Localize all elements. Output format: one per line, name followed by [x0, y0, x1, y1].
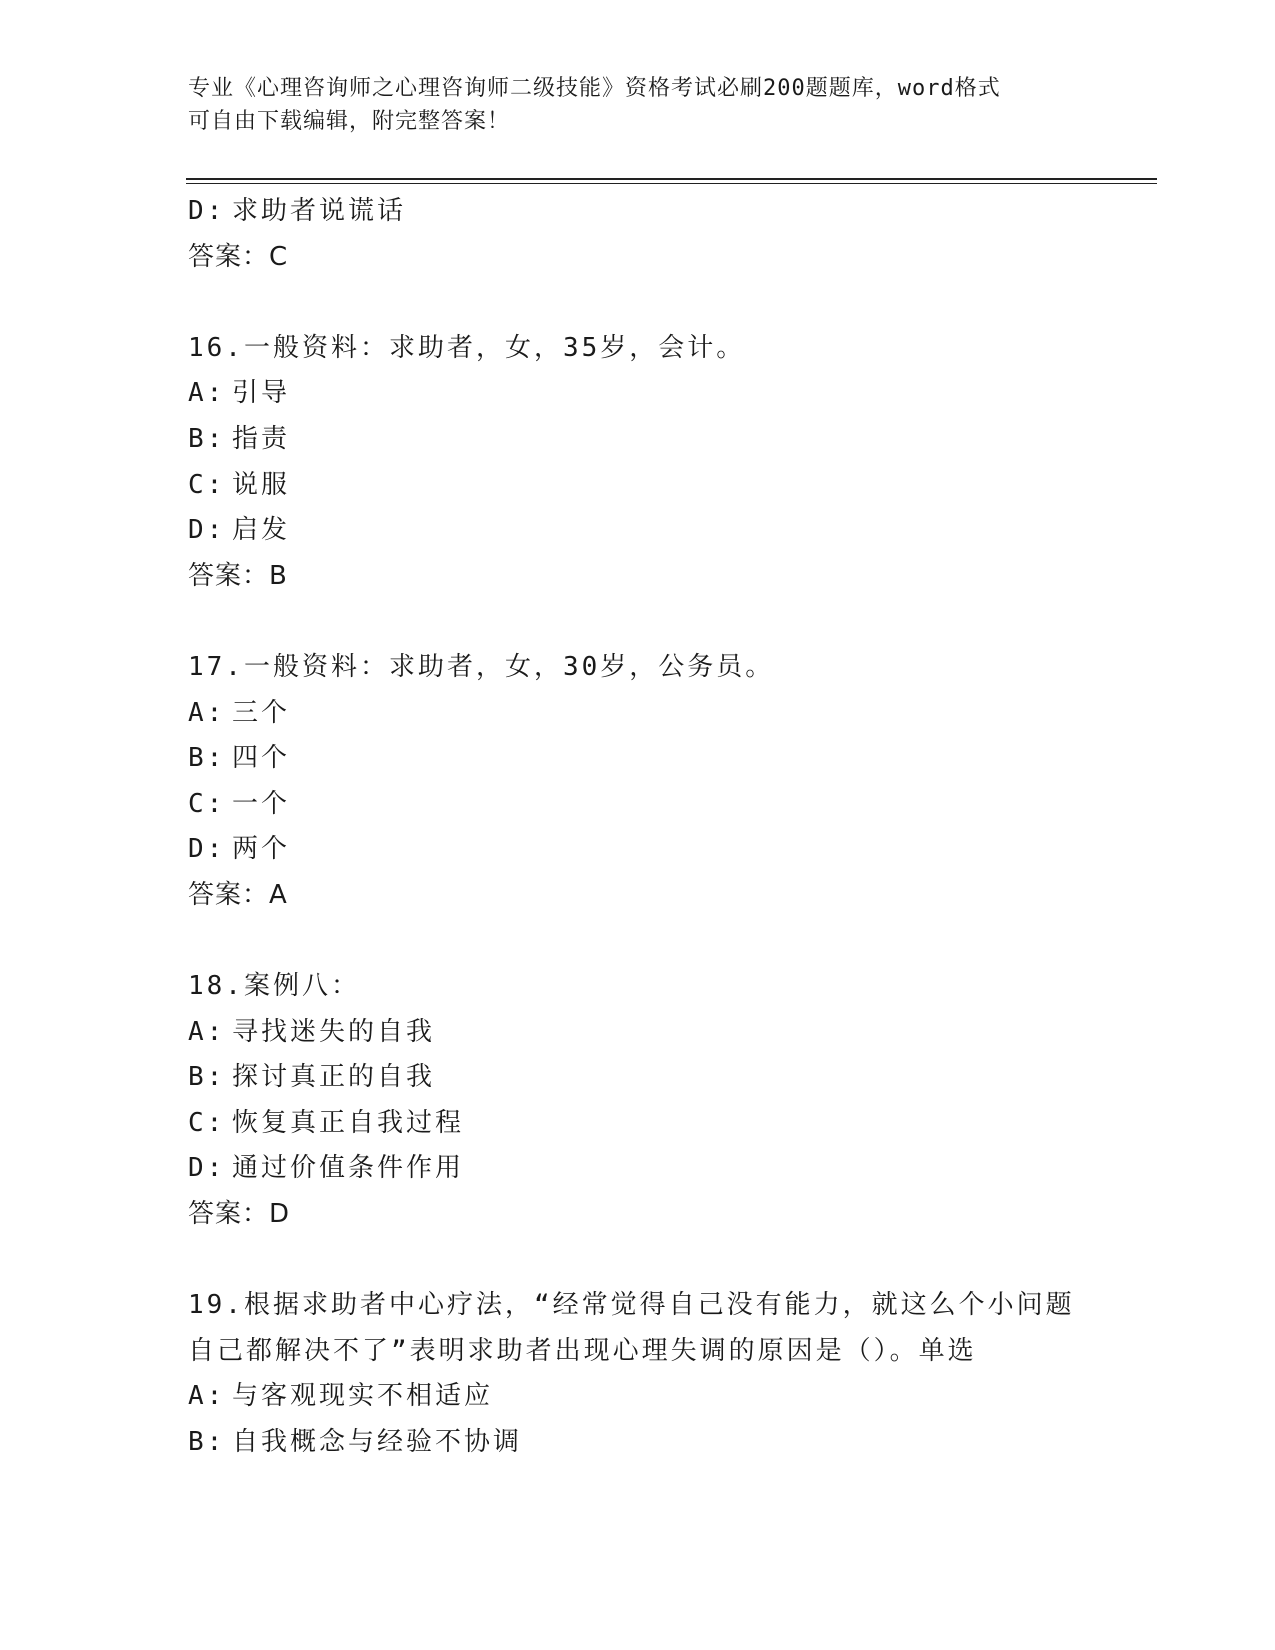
- option-text: 通过价值条件作用: [232, 1153, 465, 1184]
- option-letter: B:: [188, 1427, 226, 1458]
- question-list: [188, 189, 1148, 1466]
- option-text: 启发: [232, 515, 291, 546]
- option-letter: D:: [188, 196, 226, 226]
- option-letter: D:: [188, 834, 226, 865]
- option-letter: D:: [188, 515, 226, 546]
- option-text: 求助者说谎话: [232, 196, 407, 226]
- option-letter: C:: [188, 469, 226, 500]
- option-text: 自我概念与经验不协调: [232, 1427, 523, 1458]
- header-title-line-1: 专业《心理咨询师之心理咨询师二级技能》资格考试必刷200题题库，word格式: [188, 76, 1001, 101]
- option-text: 三个: [232, 697, 291, 728]
- spacer: [188, 1238, 1148, 1284]
- header-divider-thick: [186, 178, 1157, 180]
- option-b: [188, 1420, 1148, 1466]
- question-17: [188, 645, 1148, 919]
- option-letter: B:: [188, 1062, 226, 1093]
- answer-line: 答案：D: [188, 1199, 291, 1230]
- question-18: [188, 964, 1148, 1238]
- option-b: [188, 417, 1148, 463]
- option-text: 恢复真正自我过程: [232, 1107, 465, 1138]
- option-b: [188, 736, 1148, 782]
- spacer: [188, 599, 1148, 645]
- option-a: [188, 691, 1148, 737]
- option-a: [188, 1374, 1148, 1420]
- option-c: [188, 463, 1148, 509]
- spacer: [188, 919, 1148, 965]
- header-divider-thin: [186, 183, 1157, 184]
- option-text: 寻找迷失的自我: [232, 1016, 436, 1047]
- option-text: 与客观现实不相适应: [232, 1381, 494, 1412]
- option-letter: B:: [188, 423, 226, 454]
- option-letter: D:: [188, 1153, 226, 1184]
- question-19: [188, 1283, 1148, 1465]
- question-stem: 16.一般资料：求助者，女，35岁，会计。: [188, 332, 746, 363]
- option-letter: A:: [188, 1381, 226, 1412]
- question-stem: 18.案例八：: [188, 971, 360, 1002]
- option-d: [188, 508, 1148, 554]
- option-letter: A:: [188, 378, 226, 409]
- option-letter: A:: [188, 1016, 226, 1047]
- option-text: 指责: [232, 423, 291, 454]
- option-text: 说服: [232, 469, 291, 500]
- option-d: [188, 189, 1148, 235]
- answer-line: 答案：B: [188, 560, 288, 591]
- option-c: [188, 782, 1148, 828]
- option-c: [188, 1101, 1148, 1147]
- option-text: 两个: [232, 834, 291, 865]
- option-letter: A:: [188, 697, 226, 728]
- answer-line: 答案：A: [188, 879, 288, 910]
- option-letter: B:: [188, 743, 226, 774]
- option-text: 一个: [232, 788, 291, 819]
- question-stem: 17.一般资料：求助者，女，30岁，公务员。: [188, 651, 775, 682]
- document-header: [188, 72, 1088, 138]
- option-a: [188, 1010, 1148, 1056]
- question-stem-line-2: 自己都解决不了”表明求助者出现心理失调的原因是（）。单选: [188, 1335, 977, 1366]
- question-stem-line-1: 19.根据求助者中心疗法，“经常觉得自己没有能力，就这么个小问题: [188, 1290, 1075, 1321]
- question-16: [188, 326, 1148, 600]
- spacer: [188, 280, 1148, 326]
- option-b: [188, 1055, 1148, 1101]
- header-title-line-2: 可自由下载编辑，附完整答案！: [188, 109, 511, 134]
- option-a: [188, 371, 1148, 417]
- answer-line: 答案：C: [188, 241, 289, 272]
- option-text: 引导: [232, 378, 291, 409]
- option-text: 探讨真正的自我: [232, 1062, 436, 1093]
- option-d: [188, 827, 1148, 873]
- option-letter: C:: [188, 788, 226, 819]
- option-d: [188, 1146, 1148, 1192]
- option-text: 四个: [232, 743, 291, 774]
- option-letter: C:: [188, 1107, 226, 1138]
